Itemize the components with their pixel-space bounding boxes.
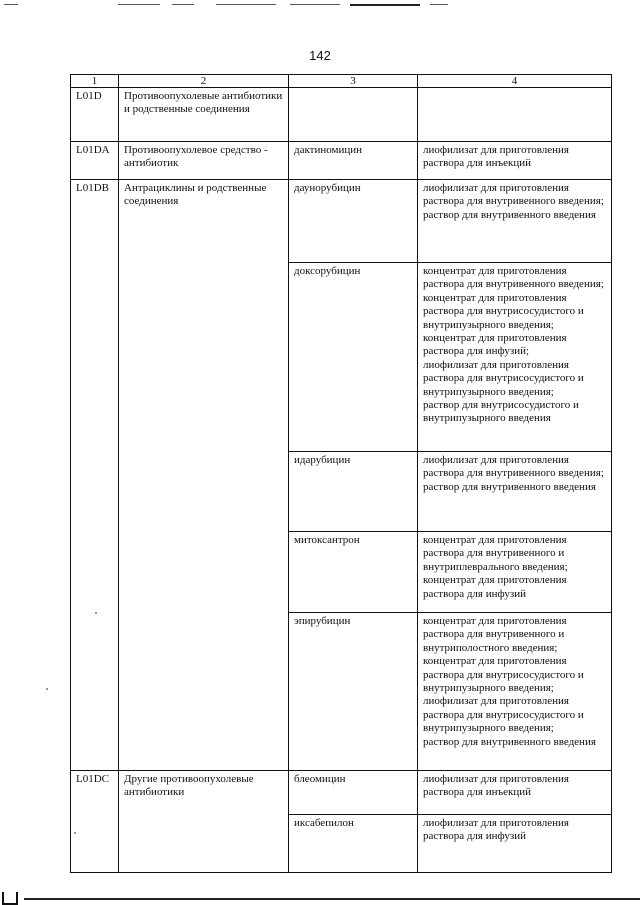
drug-name-cell: дактиномицин — [289, 142, 418, 180]
drug-name-cell: идарубицин — [289, 452, 418, 532]
drug-group-cell: Антрациклины и родственные соединения — [119, 180, 289, 771]
drug-name-cell — [289, 88, 418, 142]
table-body — [71, 88, 612, 873]
dosage-form-cell: лиофилизат для приготовления раствора для внутривенного введения; раствор для внутривенного введения — [418, 180, 612, 263]
dosage-form-cell: лиофилизат для приготовления раствора для инфузий — [418, 815, 612, 873]
drug-name-cell: блеомицин — [289, 771, 418, 815]
drug-name-cell: доксорубицин — [289, 263, 418, 452]
column-header-3: 3 — [289, 75, 418, 88]
drug-classification-table — [70, 74, 612, 873]
drug-name-cell: митоксантрон — [289, 532, 418, 613]
table-row — [71, 180, 612, 263]
scan-top-artifact — [0, 0, 640, 12]
scan-speck — [95, 612, 97, 614]
drug-name-cell: эпирубицин — [289, 613, 418, 771]
drug-name-cell: иксабепилон — [289, 815, 418, 873]
drug-group-cell: Другие противоопухолевые антибиотики — [119, 771, 289, 873]
column-header-1: 1 — [71, 75, 119, 88]
table-row — [71, 142, 612, 180]
table-row — [71, 88, 612, 142]
drug-group-cell: Противоопухолевое средство - антибиотик — [119, 142, 289, 180]
scan-speck — [74, 832, 76, 834]
column-header-4: 4 — [418, 75, 612, 88]
dosage-form-cell: концентрат для приготовления раствора для внутривенного и внутриполостного введения; концентрат для приготовления раствора для внутрисосудистого и внутрипузырного введения; лиофилизат для приготовления раствора для внутрисосудистого и внутрипузырного введения; раствор для внутривенного введения — [418, 613, 612, 771]
scan-speck — [46, 688, 48, 690]
atc-code-cell: L01DB — [71, 180, 119, 771]
atc-code-cell: L01DC — [71, 771, 119, 873]
column-header-2: 2 — [119, 75, 289, 88]
dosage-form-cell: концентрат для приготовления раствора для внутривенного и внутриплеврального введения; концентрат для приготовления раствора для инфузий — [418, 532, 612, 613]
table-row — [71, 771, 612, 815]
atc-code-cell: L01DA — [71, 142, 119, 180]
table-header — [71, 75, 612, 88]
dosage-form-cell: лиофилизат для приготовления раствора для инъекций — [418, 142, 612, 180]
dosage-form-cell: лиофилизат для приготовления раствора для внутривенного введения; раствор для внутривенного введения — [418, 452, 612, 532]
header-row — [71, 75, 612, 88]
atc-code-cell: L01D — [71, 88, 119, 142]
dosage-form-cell: лиофилизат для приготовления раствора для инъекций — [418, 771, 612, 815]
drug-group-cell: Противоопухолевые антибиотики и родственные соединения — [119, 88, 289, 142]
scan-bottom-artifact — [0, 891, 640, 905]
dosage-form-cell — [418, 88, 612, 142]
dosage-form-cell: концентрат для приготовления раствора для внутривенного введения; концентрат для приготовления раствора для внутрисосудистого и внутрипузырного введения; концентрат для приготовления раствора для инфузий; лиофилизат для приготовления раствора для внутрисосудистого и внутрипузырного введения; раствор для внутрисосудистого и внутрипузырного введения — [418, 263, 612, 452]
page-number: 142 — [309, 48, 331, 63]
drug-name-cell: даунорубицин — [289, 180, 418, 263]
